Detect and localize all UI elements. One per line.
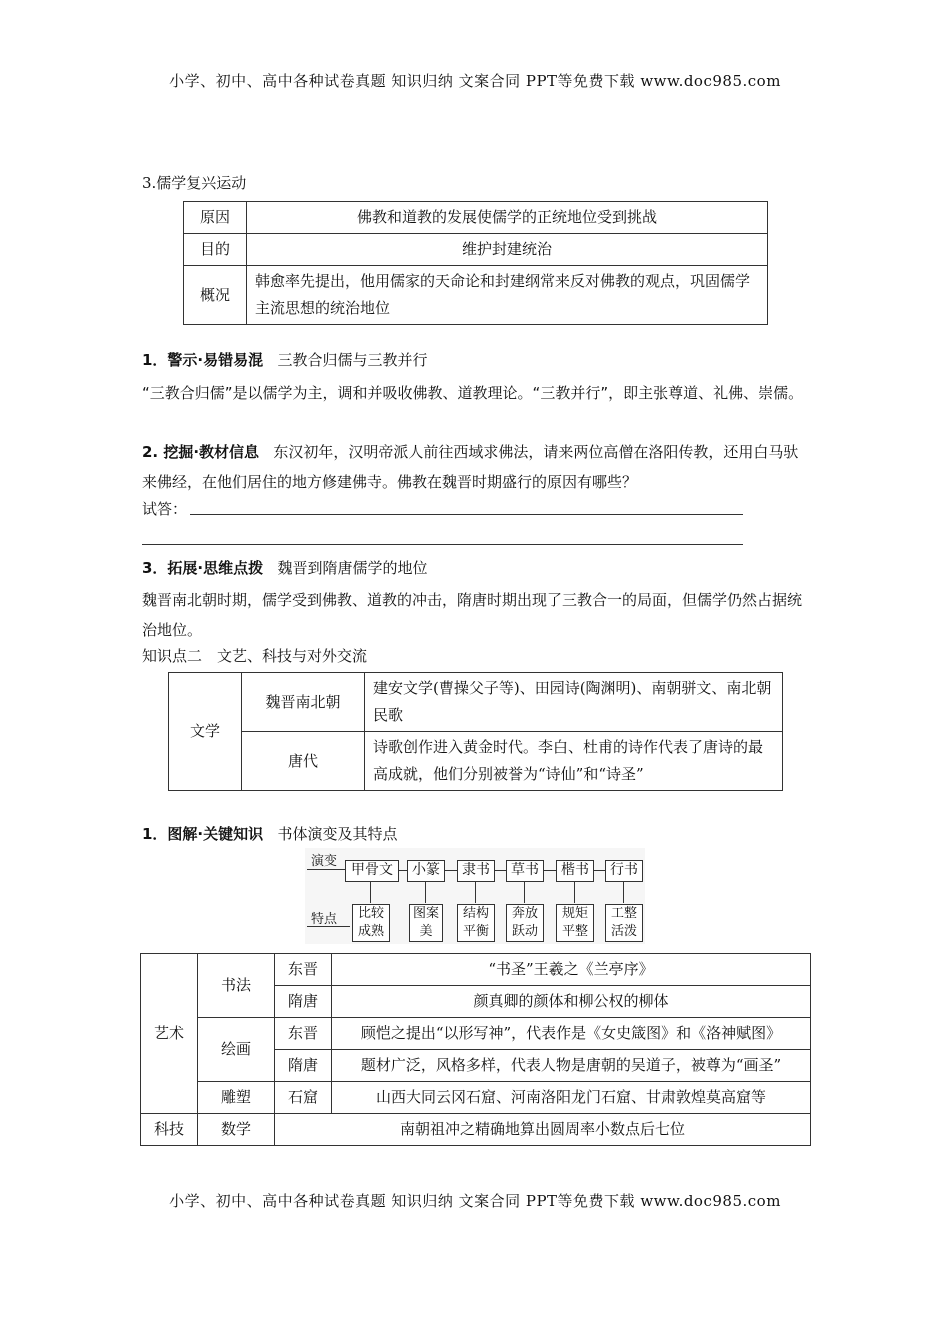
page-footer: 小学、初中、高中各种试卷真题 知识归纳 文案合同 PPT等免费下载 www.doc985.com <box>169 1192 781 1210</box>
tip3-title: 魏晋到隋唐儒学的地位 <box>277 559 428 577</box>
script-running: 行书 <box>605 860 643 882</box>
page-header: 小学、初中、高中各种试卷真题 知识归纳 文案合同 PPT等免费下载 www.doc985.com <box>169 72 781 90</box>
art-tech-table <box>140 953 811 1146</box>
value-painting-dongjin: 顾恺之提出“以形写神”，代表作是《女史箴图》和《洛神赋图》 <box>332 1018 811 1050</box>
script-cursive: 草书 <box>506 860 544 882</box>
value-calligraphy-suitang: 颜真卿的颜体和柳公权的柳体 <box>332 986 811 1018</box>
type-grotto: 石窟 <box>275 1082 332 1114</box>
subcategory-calligraphy: 书法 <box>198 954 275 1018</box>
tip-title: 三教合归儒与三教并行 <box>277 351 428 369</box>
period-suitang-painting: 隋唐 <box>275 1050 332 1082</box>
value-painting-suitang: 题材广泛，风格多样，代表人物是唐朝的吴道子，被尊为“画圣” <box>332 1050 811 1082</box>
literature-table <box>168 672 783 791</box>
answer-line-2[interactable] <box>142 544 743 545</box>
category-literature: 文学 <box>169 673 242 791</box>
tip3-head: 3．拓展·思维点拨 <box>142 559 264 577</box>
row-label-purpose: 目的 <box>184 234 247 266</box>
tip-paragraph-1 <box>142 348 812 372</box>
feature-clerical: 结构平衡 <box>457 904 495 942</box>
row-value-cause: 佛教和道教的发展使儒学的正统地位受到挑战 <box>247 202 768 234</box>
tip-head: 1．警示·易错易混 <box>142 351 264 369</box>
value-calligraphy-dongjin: “书圣”王羲之《兰亭序》 <box>332 954 811 986</box>
tip-paragraph-3 <box>142 556 812 580</box>
tip-body: “三教合归儒”是以儒学为主，调和并吸收佛教、道教理论。“三教并行”，即主张尊道、礼佛、崇儒。 <box>142 384 804 402</box>
script-regular: 楷书 <box>556 860 594 882</box>
row-value-overview: 韩愈率先提出，他用儒家的天命论和封建纲常来反对佛教的观点，巩固儒学主流思想的统治地位 <box>247 266 768 325</box>
period-weijin: 魏晋南北朝 <box>242 673 365 732</box>
script-small-seal: 小篆 <box>407 860 445 882</box>
feature-regular: 规矩平整 <box>556 904 594 942</box>
feature-label: 特点 <box>311 912 338 927</box>
tip-paragraph-2 <box>142 437 812 497</box>
value-weijin: 建安文学(曹操父子等)、田园诗(陶渊明)、南朝骈文、南北朝民歌 <box>365 673 783 732</box>
feature-running: 工整活泼 <box>605 904 643 942</box>
section-title-confucian-revival: 3.儒学复兴运动 <box>142 174 247 192</box>
evolution-label: 演变 <box>311 854 338 869</box>
script-oracle: 甲骨文 <box>345 860 399 882</box>
category-art: 艺术 <box>141 954 198 1114</box>
tip3-body: 魏晋南北朝时期，儒学受到佛教、道教的冲击，隋唐时期出现了三教合一的局面，但儒学仍然占据统治地位。 <box>142 591 803 639</box>
value-tang: 诗歌创作进入黄金时代。李白、杜甫的诗作代表了唐诗的最高成就，他们分别被誉为“诗仙”和“诗圣” <box>365 732 783 791</box>
subcategory-sculpture: 雕塑 <box>198 1082 275 1114</box>
period-dongjin-painting: 东晋 <box>275 1018 332 1050</box>
tip2-head: 2. 挖掘·教材信息 <box>142 443 260 461</box>
script-evolution-diagram <box>305 848 645 944</box>
script-clerical: 隶书 <box>457 860 495 882</box>
answer-line-1[interactable] <box>190 514 743 515</box>
category-tech: 科技 <box>141 1114 198 1146</box>
period-dongjin-calligraphy: 东晋 <box>275 954 332 986</box>
answer-label: 试答： <box>142 500 188 518</box>
subcategory-math: 数学 <box>198 1114 275 1146</box>
row-label-cause: 原因 <box>184 202 247 234</box>
knowledge-point-2-title: 知识点二 文艺、科技与对外交流 <box>142 647 368 665</box>
row-value-purpose: 维护封建统治 <box>247 234 768 266</box>
value-math: 南朝祖冲之精确地算出圆周率小数点后七位 <box>275 1114 811 1146</box>
feature-cursive: 奔放跃动 <box>506 904 544 942</box>
feature-small-seal: 图案美 <box>409 904 443 942</box>
tip4-title: 书体演变及其特点 <box>277 825 398 843</box>
value-sculpture: 山西大同云冈石窟、河南洛阳龙门石窟、甘肃敦煌莫高窟等 <box>332 1082 811 1114</box>
confucian-revival-table <box>183 201 768 325</box>
subcategory-painting: 绘画 <box>198 1018 275 1082</box>
period-suitang-calligraphy: 隋唐 <box>275 986 332 1018</box>
feature-oracle: 比较成熟 <box>352 904 390 942</box>
row-label-overview: 概况 <box>184 266 247 325</box>
period-tang: 唐代 <box>242 732 365 791</box>
tip2-body: 东汉初年，汉明帝派人前往西域求佛法，请来两位高僧在洛阳传教，还用白马驮来佛经，在他们居住的地方修建佛寺。佛教在魏晋时期盛行的原因有哪些？ <box>142 443 799 491</box>
tip4-head: 1．图解·关键知识 <box>142 825 264 843</box>
tip-paragraph-4 <box>142 822 812 846</box>
